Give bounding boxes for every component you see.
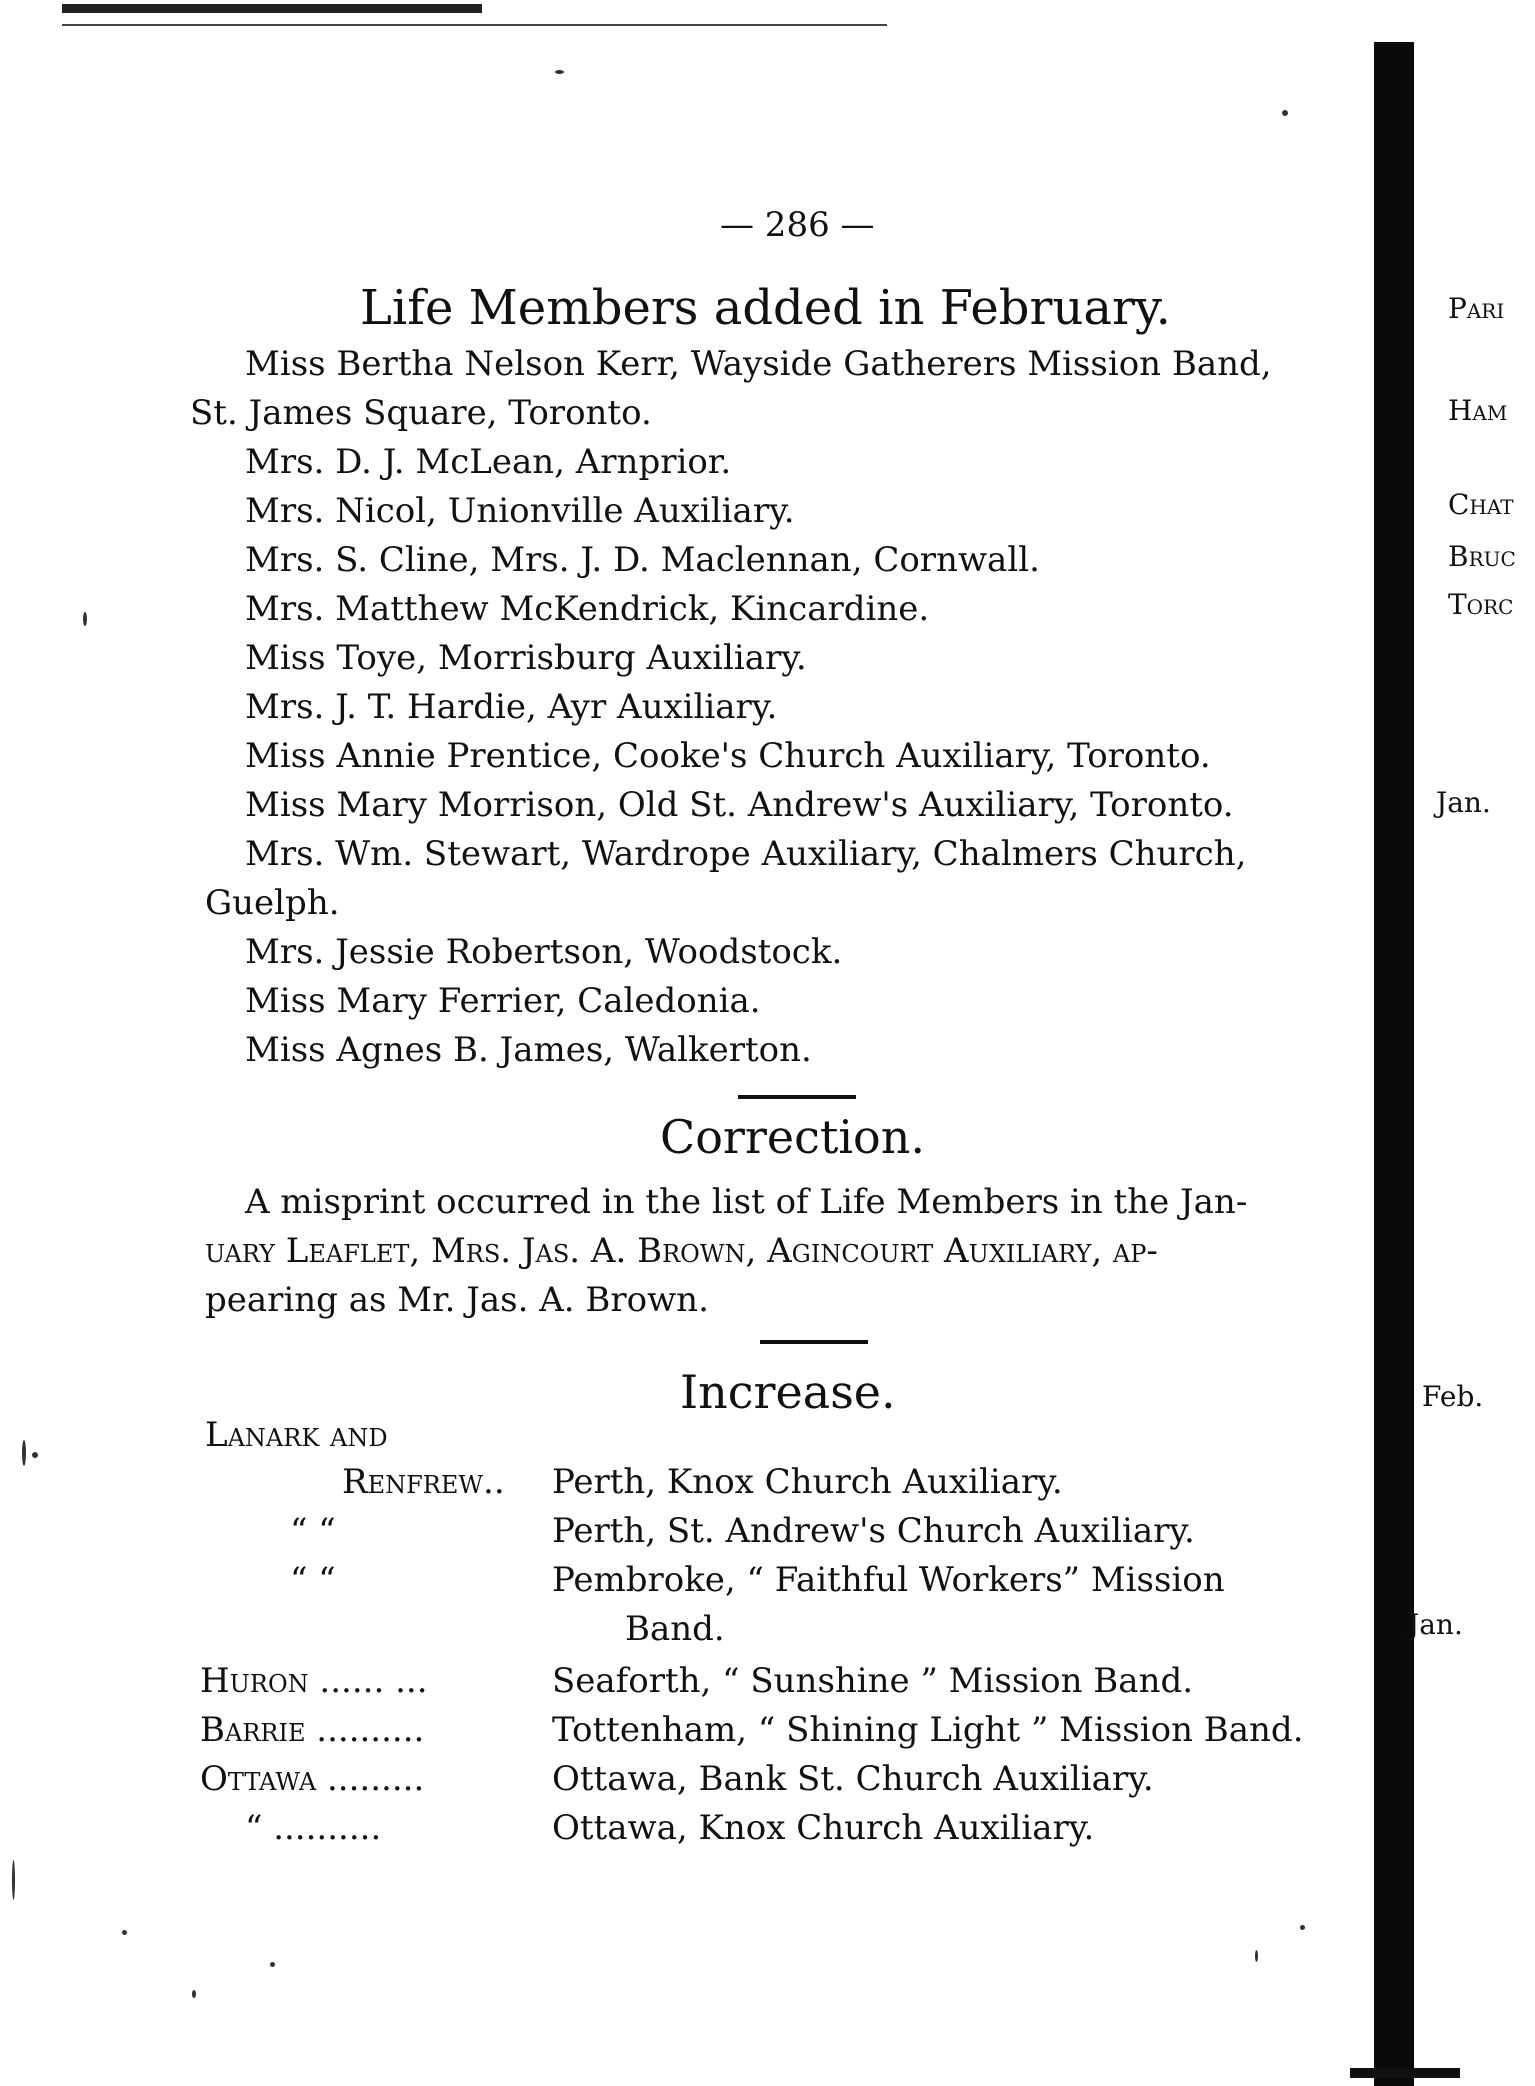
life-member-line: St. James Square, Toronto.: [190, 393, 652, 433]
correction-title: Correction.: [660, 1110, 925, 1164]
life-member-line: Mrs. J. T. Hardie, Ayr Auxiliary.: [245, 687, 778, 727]
life-member-line: Miss Annie Prentice, Cooke's Church Auxiliary, Toronto.: [245, 736, 1211, 776]
correction-line: uary Leaflet, Mrs. Jas. A. Brown, Agincourt Auxiliary, ap-: [205, 1231, 1158, 1271]
increase-left: “ “: [290, 1560, 336, 1600]
print-speck: [32, 1452, 38, 1458]
increase-left: Barrie ..........: [200, 1710, 425, 1750]
life-member-line: Mrs. D. J. McLean, Arnprior.: [245, 442, 732, 482]
print-speck: [555, 70, 564, 74]
margin-note: Jan.: [1408, 1608, 1463, 1641]
print-speck: [192, 1990, 196, 1998]
presbytery-label: Lanark and: [205, 1415, 388, 1455]
print-speck: [270, 1962, 275, 1967]
life-member-line: Miss Bertha Nelson Kerr, Wayside Gatherers Mission Band,: [245, 344, 1272, 384]
life-member-line: Mrs. Wm. Stewart, Wardrope Auxiliary, Chalmers Church,: [245, 834, 1247, 874]
print-speck: [1282, 110, 1288, 116]
increase-right: Perth, Knox Church Auxiliary.: [552, 1462, 1063, 1502]
increase-right: Band.: [625, 1609, 725, 1649]
margin-note: Jan.: [1436, 786, 1491, 819]
life-member-line: Mrs. Jessie Robertson, Woodstock.: [245, 932, 843, 972]
increase-left: Renfrew..: [342, 1462, 505, 1502]
life-member-line: Guelph.: [205, 883, 340, 923]
increase-left: “ ..........: [245, 1808, 382, 1848]
increase-right: Pembroke, “ Faithful Workers” Mission: [552, 1560, 1225, 1600]
print-speck: [22, 1440, 26, 1466]
life-member-line: Mrs. Matthew McKendrick, Kincardine.: [245, 589, 930, 629]
correction-line: pearing as Mr. Jas. A. Brown.: [205, 1280, 709, 1320]
top-rule: [62, 4, 482, 13]
life-member-line: Miss Toye, Morrisburg Auxiliary.: [245, 638, 807, 678]
increase-right: Ottawa, Bank St. Church Auxiliary.: [552, 1759, 1154, 1799]
margin-note: Pari: [1448, 292, 1505, 325]
life-members-title: Life Members added in February.: [360, 280, 1171, 336]
increase-right: Seaforth, “ Sunshine ” Mission Band.: [552, 1661, 1194, 1701]
correction-line: A misprint occurred in the list of Life Members in the Jan-: [245, 1182, 1248, 1222]
print-speck: [1255, 1950, 1258, 1962]
increase-left: Huron ...... ...: [200, 1661, 428, 1701]
print-speck: [1300, 1925, 1305, 1930]
increase-title: Increase.: [680, 1365, 896, 1419]
increase-right: Tottenham, “ Shining Light ” Mission Band.: [552, 1710, 1304, 1750]
margin-note: Torc: [1448, 588, 1514, 621]
margin-note: Feb.: [1422, 1380, 1484, 1413]
life-member-line: Miss Agnes B. James, Walkerton.: [245, 1030, 812, 1070]
life-member-line: Mrs. S. Cline, Mrs. J. D. Maclennan, Cornwall.: [245, 540, 1040, 580]
print-speck: [83, 612, 87, 626]
increase-right: Perth, St. Andrew's Church Auxiliary.: [552, 1511, 1195, 1551]
margin-note: Bruc: [1448, 540, 1516, 573]
print-speck: [12, 1860, 15, 1900]
binding-spine: [1374, 42, 1414, 2086]
top-rule-thin: [62, 24, 887, 26]
increase-left: Ottawa .........: [200, 1759, 425, 1799]
margin-note: Ham: [1448, 394, 1508, 427]
life-member-line: Miss Mary Morrison, Old St. Andrew's Auxiliary, Toronto.: [245, 785, 1234, 825]
section-divider: [738, 1095, 856, 1099]
section-divider: [760, 1340, 868, 1344]
print-speck: [122, 1930, 127, 1935]
margin-note: Chat: [1448, 488, 1514, 521]
increase-left: “ “: [290, 1511, 336, 1551]
increase-right: Ottawa, Knox Church Auxiliary.: [552, 1808, 1095, 1848]
life-member-line: Mrs. Nicol, Unionville Auxiliary.: [245, 491, 795, 531]
page-number: — 286 —: [720, 205, 875, 245]
binding-spine-foot: [1350, 2068, 1460, 2078]
life-member-line: Miss Mary Ferrier, Caledonia.: [245, 981, 761, 1021]
